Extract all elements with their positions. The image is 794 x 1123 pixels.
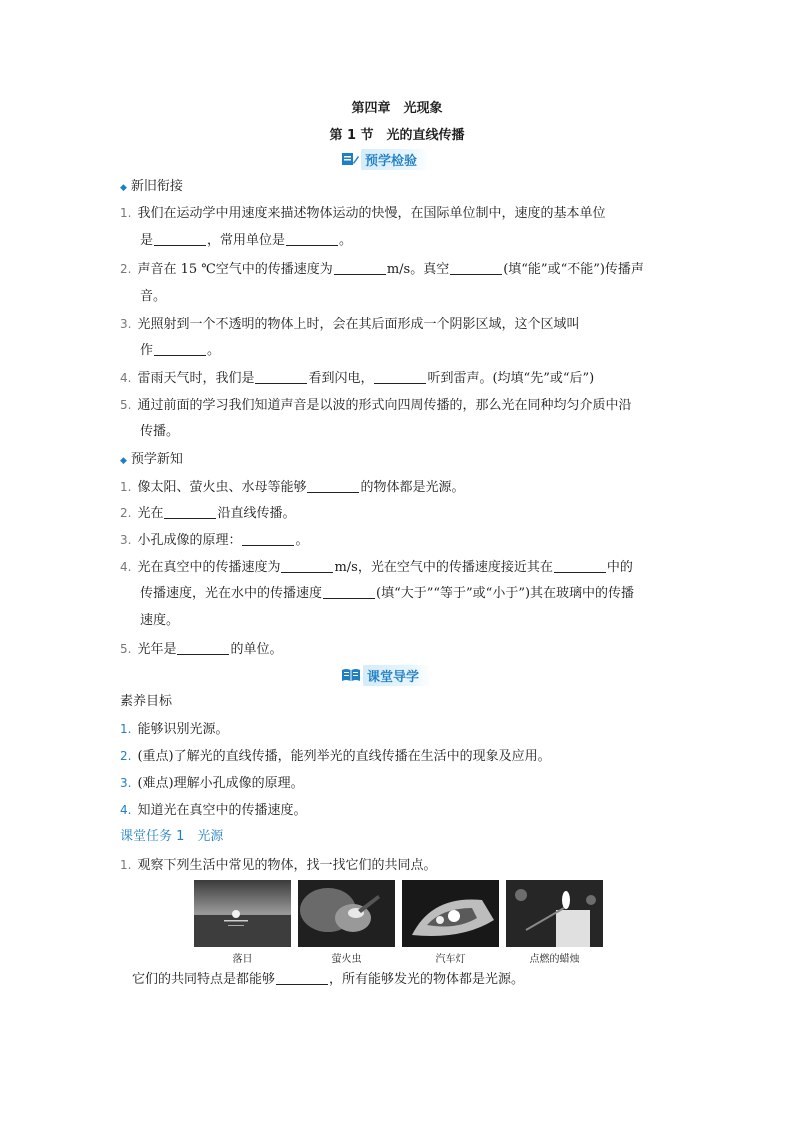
review-item-4: 4. 雷雨天气时，我们是 看到闪电， 听到雷声。(均填“先”或“后”) [120,371,595,386]
preview-item-4-cont2: 速度。 [140,613,180,628]
task-conclusion: 它们的共同特点是都能够 ，所有能够发光的物体都是光源。 [132,972,525,987]
answer-blank[interactable] [164,505,216,519]
review-item-5-cont: 传播。 [140,424,180,439]
task-heading: 课堂任务 1 光源 [120,829,224,844]
diamond-bullet-icon: ◆ [120,456,127,466]
preview-heading: ◆ 预学新知 [120,452,183,467]
chapter-title: 第四章 光现象 [351,101,443,116]
review-item-2: 2. 声音在 15 ℃空气中的传播速度为 m/s。真空 (填“能”或“不能”)传播声 [120,262,644,277]
classroom-banner [341,664,431,686]
notebook-pen-icon [341,151,359,167]
answer-blank[interactable] [154,342,206,356]
answer-blank[interactable] [450,261,502,275]
answer-blank[interactable] [276,971,328,985]
answer-blank[interactable] [242,532,294,546]
goal-item-3: 3. (难点)理解小孔成像的原理。 [120,776,304,791]
answer-blank[interactable] [177,641,229,655]
task-question: 1. 观察下列生活中常见的物体，找一找它们的共同点。 [120,858,437,873]
preview-item-2: 2. 光在 沿直线传播。 [120,506,296,521]
goal-item-2: 2. (重点)了解光的直线传播，能列举光的直线传播在生活中的现象及应用。 [120,749,551,764]
goal-item-1: 1. 能够识别光源。 [120,722,229,737]
answer-blank[interactable] [554,559,606,573]
answer-blank[interactable] [154,232,206,246]
photo-caption: 点燃的蜡烛 [529,954,580,965]
review-item-3: 3. 光照射到一个不透明的物体上时，会在其后面形成一个阴影区域，这个区域叫 [120,317,580,332]
preview-banner [341,148,429,170]
answer-blank[interactable] [323,585,375,599]
photo-caption: 汽车灯 [435,954,466,965]
goals-heading: 素养目标 [120,694,173,709]
answer-blank[interactable] [374,370,426,384]
diamond-bullet-icon: ◆ [120,183,127,193]
review-item-5: 5. 通过前面的学习我们知道声音是以波的形式向四周传播的，那么光在同种均匀介质中沿 [120,398,632,413]
photo-caption: 萤火虫 [331,954,362,965]
classroom-banner-label: 课堂导学 [363,665,431,686]
answer-blank[interactable] [255,370,307,384]
open-book-icon [341,667,361,683]
answer-blank[interactable] [334,261,386,275]
review-item-3-cont: 作 。 [140,343,221,358]
answer-blank[interactable] [307,479,359,493]
candle-photo [506,880,603,947]
answer-blank[interactable] [281,559,333,573]
photo-row [194,880,603,947]
review-item-1-cont: 是 ，常用单位是 。 [140,233,353,248]
car-headlight-photo [402,880,499,947]
firefly-photo [298,880,395,947]
goal-item-4: 4. 知道光在真空中的传播速度。 [120,803,307,818]
preview-item-3: 3. 小孔成像的原理： 。 [120,533,309,548]
review-heading: ◆ 新旧衔接 [120,179,183,194]
review-item-1: 1. 我们在运动学中用速度来描述物体运动的快慢，在国际单位制中，速度的基本单位 [120,206,606,221]
answer-blank[interactable] [286,232,338,246]
preview-item-5: 5. 光年是 的单位。 [120,642,283,657]
preview-banner-label: 预学检验 [361,149,429,170]
preview-item-4-cont: 传播速度，光在水中的传播速度 (填“大于”“等于”或“小于”)其在玻璃中的传播 [140,586,635,601]
preview-item-1: 1. 像太阳、萤火虫、水母等能够 的物体都是光源。 [120,480,465,495]
section-title: 第 1 节 光的直线传播 [329,128,465,143]
review-item-2-cont: 音。 [140,289,167,304]
photo-caption: 落日 [232,954,253,965]
preview-item-4: 4. 光在真空中的传播速度为 m/s，光在空气中的传播速度接近其在 中的 [120,560,633,575]
sunset-photo [194,880,291,947]
